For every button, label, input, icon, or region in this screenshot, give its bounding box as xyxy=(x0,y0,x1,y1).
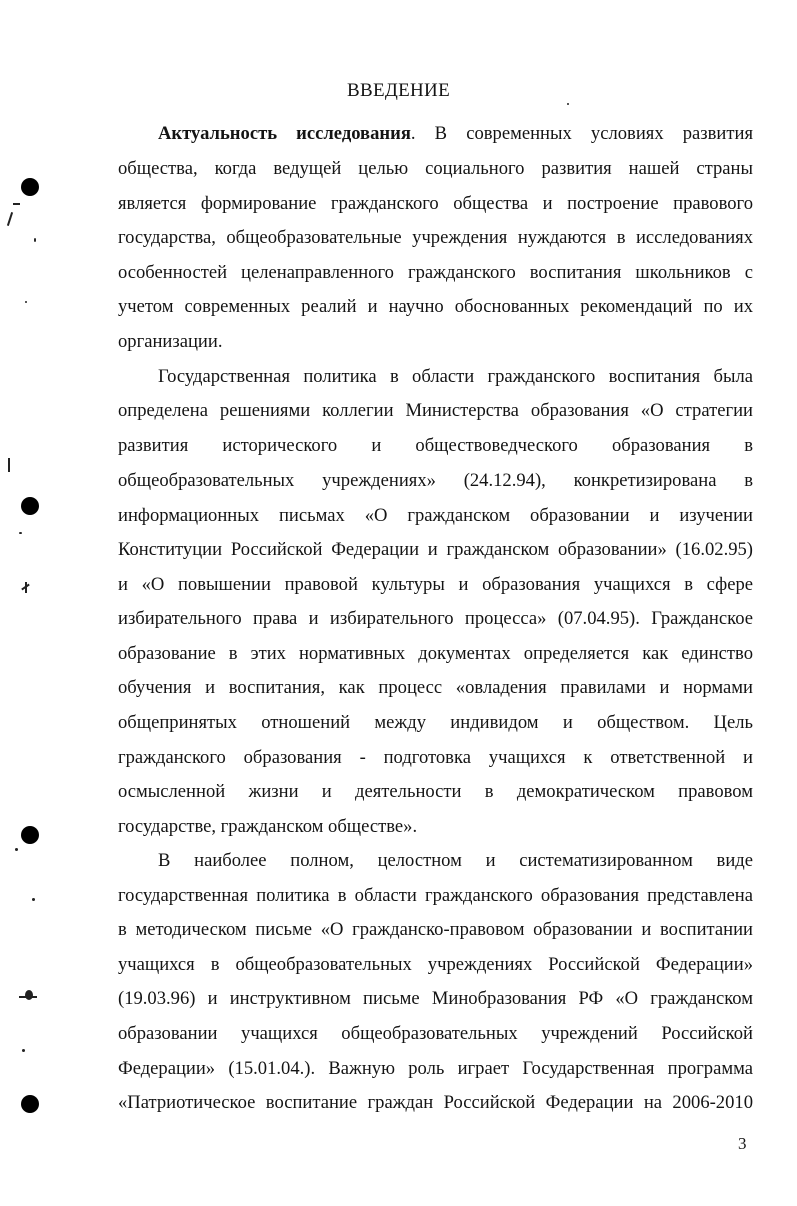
scan-speck xyxy=(567,103,569,105)
scan-speck xyxy=(22,1049,25,1052)
scan-speck xyxy=(32,898,35,901)
paragraph-1-line-3: является формирование гражданского общества и построение правового xyxy=(118,193,753,214)
paragraph-2-line-3: развития исторического и обществоведческого образования в xyxy=(118,435,753,456)
paragraph-2-line-5: информационных письмах «О гражданском образовании и изучении xyxy=(118,505,753,526)
binding-hole-1 xyxy=(21,178,39,196)
scan-speck xyxy=(15,848,18,851)
section-lead: Актуальность исследования xyxy=(158,123,411,144)
binding-hole-2 xyxy=(21,497,39,515)
paragraph-3-line-5: (19.03.96) и инструктивном письме Минобразования РФ «О гражданском xyxy=(118,988,753,1009)
scan-speck xyxy=(19,532,22,534)
paragraph-2-line-13: осмысленной жизни и деятельности в демократическом правовом xyxy=(118,781,753,802)
paragraph-1-line-4: государства, общеобразовательные учреждения нуждаются в исследованиях xyxy=(118,227,753,248)
page-title: ВВЕДЕНИЕ xyxy=(347,80,450,101)
paragraph-2-line-2: определена решениями коллегии Министерства образования «О стратегии xyxy=(118,400,753,421)
paragraph-1-line-6: учетом современных реалий и научно обоснованных рекомендаций по их xyxy=(118,296,753,317)
scan-mark xyxy=(25,582,27,593)
scan-speck xyxy=(25,301,27,303)
paragraph-2-line-6: Конституции Российской Федерации и гражданском образовании» (16.02.95) xyxy=(118,539,753,560)
binding-hole-4 xyxy=(21,1095,39,1113)
paragraph-3-line-3: в методическом письме «О гражданско-правовом образовании и воспитании xyxy=(118,919,753,940)
paragraph-2-line-9: образование в этих нормативных документах определяется как единство xyxy=(118,643,753,664)
paragraph-1-line-2: общества, когда ведущей целью социального развития нашей страны xyxy=(118,158,753,179)
paragraph-2-line-14: государстве, гражданском обществе». xyxy=(118,816,418,837)
paragraph-2-line-1: Государственная политика в области гражданского воспитания была xyxy=(158,366,753,387)
paragraph-2-line-4: общеобразовательных учреждениях» (24.12.94), конкретизирована в xyxy=(118,470,753,491)
scan-mark xyxy=(13,203,20,205)
scan-mark xyxy=(19,996,37,998)
paragraph-1-line-1-text: . В современных условиях развития xyxy=(410,123,753,144)
paragraph-2-line-8: избирательного права и избирательного процесса» (07.04.95). Гражданское xyxy=(118,608,753,629)
paragraph-1-line-7: организации. xyxy=(118,331,223,352)
paragraph-3-line-6: образовании учащихся общеобразовательных учреждений Российской xyxy=(118,1023,753,1044)
paragraph-3-line-1: В наиболее полном, целостном и систематизированном виде xyxy=(158,850,753,871)
paragraph-2-line-7: и «О повышении правовой культуры и образования учащихся в сфере xyxy=(118,574,753,595)
paragraph-3-line-2: государственная политика в области гражданского образования представлена xyxy=(118,885,753,906)
binding-hole-3 xyxy=(21,826,39,844)
paragraph-1-line-1 xyxy=(118,122,753,146)
paragraph-3-line-8: «Патриотическое воспитание граждан Российской Федерации на 2006-2010 xyxy=(118,1092,753,1113)
paragraph-2-line-12: гражданского образования - подготовка учащихся к ответственной и xyxy=(118,747,753,768)
paragraph-2-line-10: обучения и воспитания, как процесс «овладения правилами и нормами xyxy=(118,677,753,698)
scan-speck xyxy=(25,990,33,1000)
paragraph-1-line-5: особенностей целенаправленного гражданского воспитания школьников с xyxy=(118,262,753,283)
scan-mark xyxy=(7,212,13,226)
paragraph-3-line-7: Федерации» (15.01.04.). Важную роль играет Государственная программа xyxy=(118,1058,753,1079)
page-number: 3 xyxy=(738,1134,747,1153)
scan-mark xyxy=(8,458,10,472)
scan-speck xyxy=(34,238,36,242)
paragraph-3-line-4: учащихся в общеобразовательных учреждениях Российской Федерации» xyxy=(118,954,753,975)
paragraph-2-line-11: общепринятых отношений между индивидом и обществом. Цель xyxy=(118,712,753,733)
